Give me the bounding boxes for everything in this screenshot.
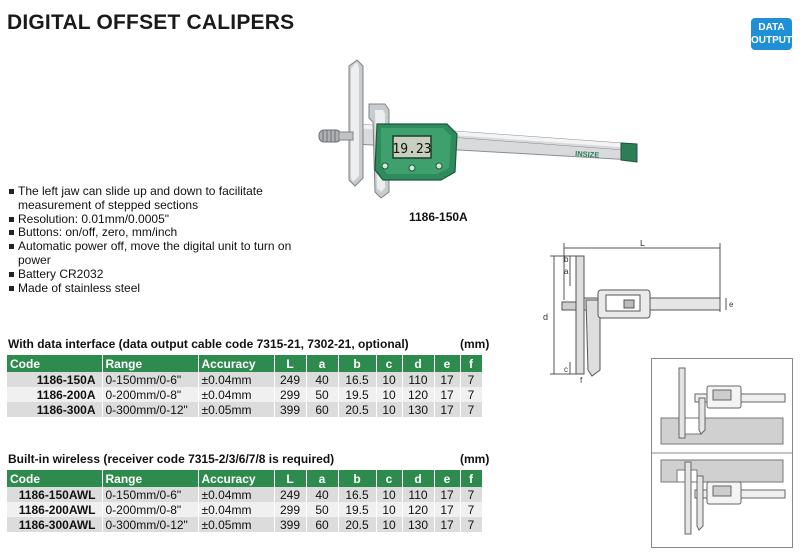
col-header-code: Code	[7, 470, 102, 487]
cell-L: 299	[274, 387, 306, 402]
spec-table-data-interface	[7, 355, 483, 417]
cell-a: 40	[306, 487, 338, 502]
col-header-f: f	[460, 355, 482, 372]
spec-table-wireless	[7, 470, 483, 532]
diagram-label-d: d	[543, 312, 549, 322]
brand-logo: INSIZE	[574, 149, 600, 160]
cell-c: 10	[376, 387, 402, 402]
cell-c: 10	[376, 517, 402, 532]
application-illustration	[651, 358, 793, 548]
data-output-badge	[751, 18, 792, 50]
cell-f: 7	[460, 387, 482, 402]
cell-b: 16.5	[338, 372, 376, 387]
cell-e: 17	[434, 387, 460, 402]
table-header-row	[7, 470, 482, 487]
cell-b: 20.5	[338, 402, 376, 417]
cell-d: 110	[402, 372, 434, 387]
feature-item: Made of stainless steel	[8, 282, 308, 296]
table-unit: (mm)	[460, 337, 490, 351]
diagram-label-L: L	[640, 240, 646, 248]
col-header-c: c	[376, 355, 402, 372]
cell-L: 249	[274, 372, 306, 387]
col-header-f: f	[460, 470, 482, 487]
badge-line-2: OUTPUT	[751, 35, 793, 46]
badge-line-1: DATA	[758, 22, 785, 33]
cell-L: 399	[274, 517, 306, 532]
table-caption-text: Built-in wireless (receiver code 7315-2/3/6/7/8 is required)	[8, 452, 335, 466]
cell-code: 1186-200A	[7, 387, 102, 402]
cell-a: 50	[306, 387, 338, 402]
feature-item: Battery CR2032	[8, 268, 308, 282]
cell-b: 16.5	[338, 487, 376, 502]
col-header-L: L	[274, 355, 306, 372]
cell-f: 7	[460, 487, 482, 502]
diagram-label-e: e	[729, 300, 734, 309]
diagram-label-b: b	[564, 255, 569, 264]
cell-range: 0-300mm/0-12"	[102, 402, 198, 417]
cell-e: 17	[434, 402, 460, 417]
cell-d: 130	[402, 402, 434, 417]
table-header-row	[7, 355, 482, 372]
photo-model-label: 1186-150A	[409, 210, 468, 224]
cell-a: 40	[306, 372, 338, 387]
cell-L: 299	[274, 502, 306, 517]
cell-accuracy: ±0.05mm	[198, 517, 274, 532]
page-title: DIGITAL OFFSET CALIPERS	[7, 11, 295, 34]
cell-b: 19.5	[338, 502, 376, 517]
cell-a: 60	[306, 517, 338, 532]
col-header-a: a	[306, 470, 338, 487]
cell-a: 60	[306, 402, 338, 417]
cell-f: 7	[460, 402, 482, 417]
col-header-d: d	[402, 470, 434, 487]
feature-list	[8, 185, 308, 295]
cell-b: 19.5	[338, 387, 376, 402]
cell-range: 0-200mm/0-8"	[102, 502, 198, 517]
table-caption	[8, 337, 488, 351]
cell-range: 0-150mm/0-6"	[102, 487, 198, 502]
cell-code: 1186-200AWL	[7, 502, 102, 517]
col-header-code: Code	[7, 355, 102, 372]
table-row	[7, 402, 482, 417]
col-header-L: L	[274, 470, 306, 487]
cell-b: 20.5	[338, 517, 376, 532]
cell-c: 10	[376, 502, 402, 517]
feature-item: Automatic power off, move the digital unit to turn on power	[8, 240, 308, 268]
table-row	[7, 487, 482, 502]
cell-c: 10	[376, 372, 402, 387]
cell-code: 1186-150AWL	[7, 487, 102, 502]
cell-d: 130	[402, 517, 434, 532]
table-unit: (mm)	[460, 452, 490, 466]
feature-item: Resolution: 0.01mm/0.0005"	[8, 213, 308, 227]
cell-e: 17	[434, 487, 460, 502]
col-header-d: d	[402, 355, 434, 372]
cell-f: 7	[460, 502, 482, 517]
cell-code: 1186-150A	[7, 372, 102, 387]
caliper-photo	[315, 52, 645, 202]
diagram-label-c: c	[564, 365, 568, 374]
diagram-label-a: a	[564, 267, 569, 276]
col-header-e: e	[434, 355, 460, 372]
cell-accuracy: ±0.04mm	[198, 372, 274, 387]
cell-c: 10	[376, 402, 402, 417]
cell-f: 7	[460, 517, 482, 532]
table-row	[7, 387, 482, 402]
table-row	[7, 372, 482, 387]
cell-L: 249	[274, 487, 306, 502]
col-header-range: Range	[102, 470, 198, 487]
cell-accuracy: ±0.04mm	[198, 487, 274, 502]
col-header-c: c	[376, 470, 402, 487]
cell-f: 7	[460, 372, 482, 387]
cell-accuracy: ±0.04mm	[198, 502, 274, 517]
cell-d: 110	[402, 487, 434, 502]
diagram-label-f: f	[580, 376, 583, 385]
cell-e: 17	[434, 502, 460, 517]
cell-L: 399	[274, 402, 306, 417]
table-row	[7, 517, 482, 532]
col-header-range: Range	[102, 355, 198, 372]
lcd-reading: 19.23	[392, 142, 432, 157]
cell-range: 0-300mm/0-12"	[102, 517, 198, 532]
cell-code: 1186-300AWL	[7, 517, 102, 532]
table-caption-text: With data interface (data output cable code 7315-21, 7302-21, optional)	[8, 337, 409, 351]
table-row	[7, 502, 482, 517]
cell-accuracy: ±0.05mm	[198, 402, 274, 417]
cell-e: 17	[434, 372, 460, 387]
table-caption	[8, 452, 488, 466]
col-header-b: b	[338, 470, 376, 487]
feature-item: Buttons: on/off, zero, mm/inch	[8, 226, 308, 240]
cell-d: 120	[402, 502, 434, 517]
col-header-accuracy: Accuracy	[198, 355, 274, 372]
cell-c: 10	[376, 487, 402, 502]
col-header-a: a	[306, 355, 338, 372]
cell-range: 0-150mm/0-6"	[102, 372, 198, 387]
col-header-e: e	[434, 470, 460, 487]
cell-code: 1186-300A	[7, 402, 102, 417]
cell-a: 50	[306, 502, 338, 517]
col-header-b: b	[338, 355, 376, 372]
cell-accuracy: ±0.04mm	[198, 387, 274, 402]
col-header-accuracy: Accuracy	[198, 470, 274, 487]
feature-item: The left jaw can slide up and down to facilitate measurement of stepped sections	[8, 185, 308, 213]
cell-range: 0-200mm/0-8"	[102, 387, 198, 402]
cell-e: 17	[434, 517, 460, 532]
cell-d: 120	[402, 387, 434, 402]
